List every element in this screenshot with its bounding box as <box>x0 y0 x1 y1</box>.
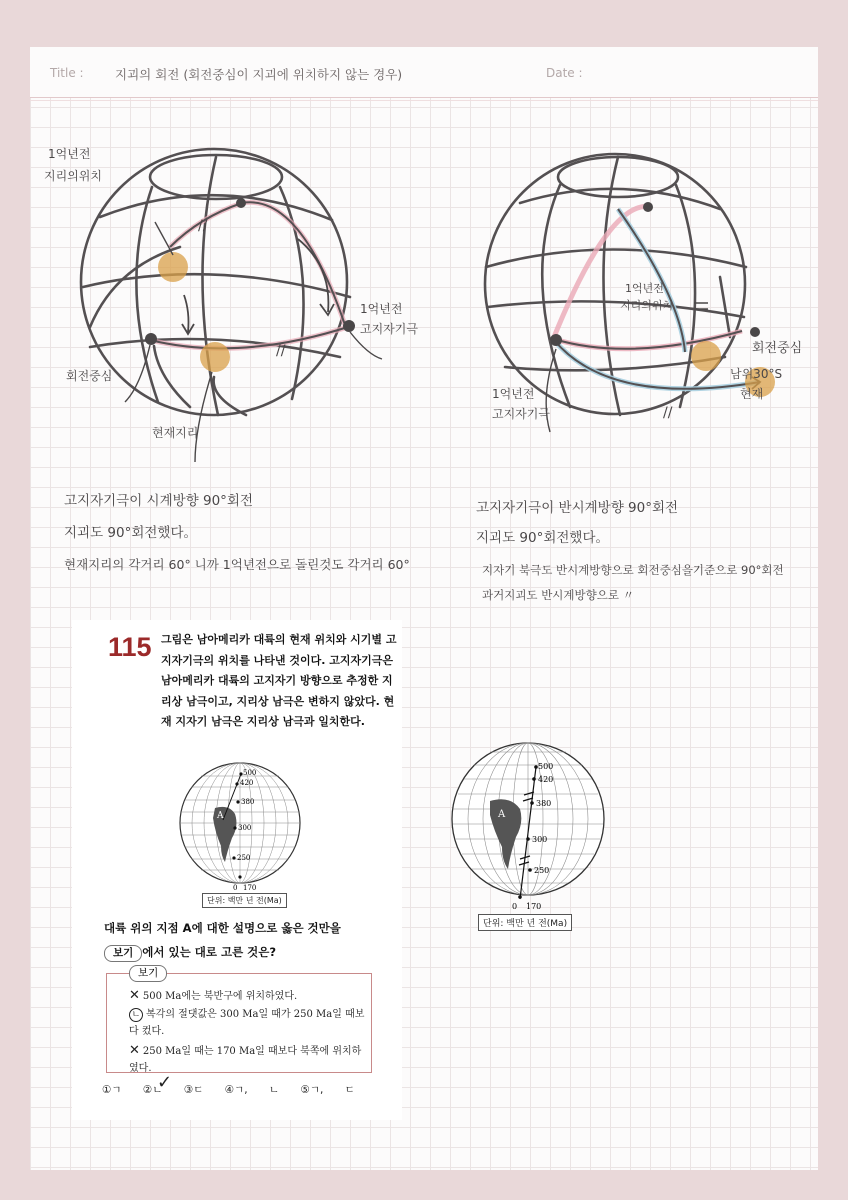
right-label-past-position-line1: 1억년전 <box>625 282 664 295</box>
page-title: 지괴의 회전 (회전중심이 지괴에 위치하지 않는 경우) <box>115 67 403 82</box>
large-globe-unit: 단위: 백만 년 전(Ma) <box>478 914 572 931</box>
choice-3[interactable]: ③ㄷ <box>183 1084 204 1096</box>
right-label-past-position-line2: 지리의위치 <box>620 299 674 312</box>
svg-text:300: 300 <box>238 824 252 832</box>
note-right-line4: 과거지괴도 반시계방향으로 〃 <box>482 588 635 602</box>
svg-text:380: 380 <box>536 799 552 808</box>
large-globe-figure <box>450 737 610 912</box>
choice-5[interactable]: ⑤ㄱ, ㄷ <box>300 1084 355 1096</box>
left-globe-diagram <box>70 127 370 417</box>
bogi-tag: 보기 <box>129 965 167 982</box>
problem-clipping <box>72 620 402 1120</box>
small-globe-unit: 단위: 백만 년 전(Ma) <box>202 893 287 908</box>
choice-4[interactable]: ④ㄱ, ㄴ <box>224 1084 280 1096</box>
svg-text:500: 500 <box>538 762 554 771</box>
note-left-line2: 지괴도 90°회전했다。 <box>64 525 198 541</box>
problem-number: 115 <box>108 632 152 662</box>
right-label-rotation-center: 회전중심 <box>752 341 803 356</box>
svg-text:0: 0 <box>512 902 518 911</box>
note-header <box>30 47 818 98</box>
svg-text:300: 300 <box>532 835 548 844</box>
left-present-position-dot <box>200 342 230 372</box>
question-text: 대륙 위의 지점 A에 대한 설명으로 옳은 것만을 <box>104 921 341 935</box>
svg-text:250: 250 <box>237 854 251 862</box>
right-past-position-dot <box>691 341 721 371</box>
left-label-past-position-line1: 1억년전 <box>48 147 91 161</box>
svg-text:A: A <box>217 811 224 821</box>
bogi-item-1-mark: ✕ <box>129 988 140 1003</box>
problem-stem: 그림은 남아메리카 대륙의 현재 위치와 시기별 고지자기극의 위치를 나타낸 것이다. 고지자기극은 남아메리카 대륙의 고지자기 방향으로 추정한 지리상 남극이고, 지리상 남극은 변하지 않았다. 현재 지자기 남극은 지리상 남극과 일치한다. <box>161 633 397 728</box>
left-label-present: 현재지리 <box>152 426 199 440</box>
left-label-past-position-line2: 지리의위치 <box>44 169 102 183</box>
left-label-pole-line2: 고지자기극 <box>360 322 418 336</box>
question-bogi-tag: 보기 <box>104 945 142 962</box>
bogi-item-3-text: 250 Ma일 때는 170 Ma일 때보다 북쪽에 위치하였다. <box>129 1046 362 1074</box>
svg-text:500: 500 <box>243 769 257 777</box>
note-right-line1: 고지자기극이 반시계방향 90°회전 <box>476 500 679 516</box>
left-label-rotation-center: 회전중심 <box>66 369 113 383</box>
answer-choices <box>102 1082 355 1097</box>
right-label-pole-line1: 1억년전 <box>492 387 535 401</box>
svg-text:170: 170 <box>526 902 542 911</box>
header-divider <box>30 100 818 101</box>
bogi-box <box>106 967 372 1074</box>
svg-text:380: 380 <box>241 798 255 806</box>
left-past-position-dot <box>158 252 188 282</box>
title-label: Title : <box>50 66 84 80</box>
small-globe-figure <box>177 760 307 895</box>
svg-text:420: 420 <box>240 779 254 787</box>
left-tick-mark-upper: // <box>198 218 208 234</box>
svg-text:170: 170 <box>243 884 257 892</box>
svg-text:420: 420 <box>538 775 554 784</box>
svg-text:250: 250 <box>534 866 550 875</box>
bogi-item-1-text: 500 Ma에는 북반구에 위치하였다. <box>142 991 298 1002</box>
right-label-lat-line1: 남위30°S <box>730 367 783 381</box>
svg-text:0: 0 <box>233 884 238 892</box>
date-label: Date : <box>546 66 583 80</box>
note-right-line2: 지괴도 90°회전했다。 <box>476 530 610 546</box>
choice-1[interactable]: ①ㄱ <box>102 1084 122 1096</box>
bogi-item-2-text: 복각의 절댓값은 300 Ma일 때가 250 Ma일 때보다 컸다. <box>129 1009 365 1037</box>
note-paper <box>30 47 818 1170</box>
right-globe-outline <box>485 154 745 414</box>
check-mark-icon: ✓ <box>157 1072 173 1093</box>
bogi-item-2-mark: ㄴ <box>129 1008 143 1022</box>
question-tail: 에서 있는 대로 고른 것은? <box>142 945 277 959</box>
note-left-line1: 고지자기극이 시계방향 90°회전 <box>64 493 254 509</box>
bogi-item-3-mark: ✕ <box>129 1043 140 1058</box>
svg-text:A: A <box>498 809 506 820</box>
bogi-item-1 <box>129 987 369 1005</box>
left-label-pole-line1: 1억년전 <box>360 302 403 316</box>
note-left-line3: 현재지리의 각거리 60° 니까 1억년전으로 돌린것도 각거리 60° <box>64 557 410 572</box>
left-tick-mark-lower: // <box>276 343 286 359</box>
bogi-item-2 <box>129 1006 369 1040</box>
right-label-lat-line2: 현재 <box>740 387 764 401</box>
right-label-pole-line2: 고지자기극 <box>492 407 550 421</box>
problem-question <box>104 916 404 964</box>
note-right-line3: 지자기 북극도 반시계방향으로 회전중심을기준으로 90°회전 <box>482 563 784 577</box>
choice-2[interactable]: ②ㄴ <box>142 1084 163 1096</box>
right-tick-mark-lower: // <box>663 405 673 421</box>
